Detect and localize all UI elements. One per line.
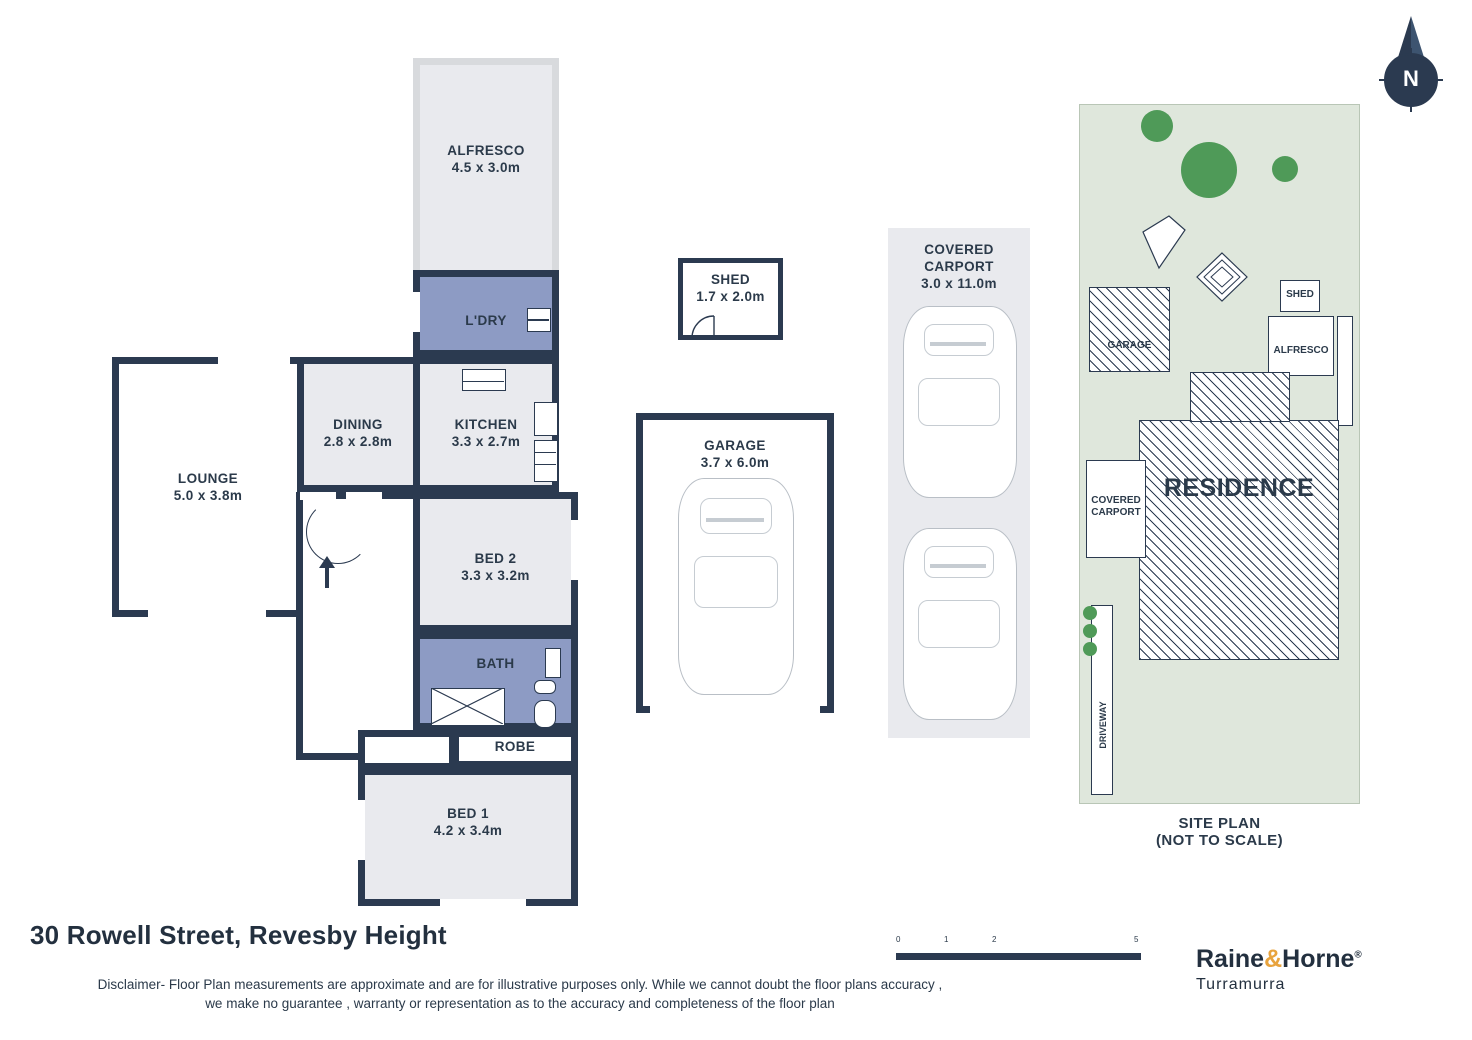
car-windshield-garage [694,556,778,608]
room-robe-name: ROBE [494,739,536,754]
room-bath-name: BATH [476,656,515,671]
room-garage-dim: 3.7 x 6.0m [700,455,770,470]
toilet-fitting [534,700,556,728]
room-shed-dim: 1.7 x 2.0m [696,289,765,304]
cooktop-line [462,381,504,382]
site-covered-carport-label-1: COVERED [1091,495,1141,506]
room-kitchen-dim: 3.3 x 2.7m [451,434,521,449]
bed1-window-bottom [440,899,526,906]
room-lounge-label [112,470,304,504]
car-rear-window-garage [700,498,772,534]
shrub-icon-2 [1083,624,1097,638]
scale-bar [896,935,1141,963]
room-bed1-label [358,805,578,839]
room-garage-name: GARAGE [704,438,766,453]
room-alfresco-name: ALFRESCO [447,143,525,158]
room-dining-dim: 2.8 x 2.8m [323,434,393,449]
site-plan-title [1079,815,1360,849]
basin-fitting [534,680,556,694]
agency-name-part2: Horne [1282,945,1355,973]
disclaimer-line-1: Disclaimer- Floor Plan measurements are approximate and are for illustrative purposes only. While we cannot doubt the floor plans accuracy , [97,977,943,992]
room-robe-label [452,738,578,755]
agency-registered-mark: ® [1354,949,1362,961]
car-roofline-carport-1 [930,342,986,346]
scale-tick-1: 1 [944,935,949,944]
hall-gap-left [300,492,336,500]
site-alfresco-label: ALFRESCO [1273,345,1329,356]
compass-icon [1368,14,1454,124]
entry-door-swing [306,500,370,564]
tree-icon-2 [1181,142,1237,198]
bath-tub-cross-icon [431,688,503,724]
car-windshield-carport-2 [918,600,1000,648]
paved-area-icon [1139,214,1189,270]
room-kitchen-name: KITCHEN [454,417,518,432]
carport-label [888,241,1030,292]
room-ldry-name: L'DRY [465,313,507,328]
site-residence [1139,420,1339,660]
site-covered-carport-label-2: CARPORT [1091,507,1141,518]
room-shed-name: SHED [710,272,751,287]
room-bath-label [413,655,578,672]
carport-name-line2: CARPORT [924,259,994,274]
room-bed2-label [413,550,578,584]
hall-gap-right [346,492,382,500]
scale-bar-line [896,953,1141,960]
site-plan-title-line1: SITE PLAN [1178,815,1261,832]
room-bed1-dim: 4.2 x 3.4m [433,823,503,838]
agency-office: Turramurra [1196,976,1286,993]
shrub-icon-3 [1083,642,1097,656]
car-rear-window-carport-1 [924,324,994,356]
sink-line-2 [534,464,556,465]
site-driveway-label: DRIVEWAY [1098,701,1108,749]
room-alfresco-dim: 4.5 x 3.0m [451,160,521,175]
entry-arrow-icon [318,556,336,588]
room-bed2-dim: 3.3 x 3.2m [461,568,530,583]
car-rear-window-carport-2 [924,546,994,578]
cooktop-fitting [462,369,506,391]
disclaimer [0,975,1040,1013]
room-kitchen-label [413,416,559,450]
scale-tick-2: 2 [992,935,997,944]
site-residence-label: RESIDENCE [1163,474,1315,502]
agency-ampersand: & [1264,945,1283,973]
site-alfresco-battens [1337,316,1353,426]
pergola-icon [1196,252,1248,302]
site-plan-title-line2: (NOT TO SCALE) [1156,832,1283,849]
site-garage-label: GARAGE [1107,340,1152,351]
carport-dim: 3.0 x 11.0m [921,276,997,291]
shed-door-swing-icon [690,314,734,340]
room-garage-label [636,437,834,471]
tree-icon-3 [1272,156,1298,182]
room-dining-name: DINING [333,417,383,432]
agency-name-part1: Raine [1196,945,1265,973]
site-garage [1089,287,1170,372]
disclaimer-line-2: we make no guarantee , warranty or representation as to the accuracy and completeness of the floor plan [205,996,835,1011]
hall-stub [358,730,456,770]
car-windshield-carport-1 [918,378,1000,426]
room-lounge-name: LOUNGE [177,471,239,486]
shrub-icon-1 [1083,606,1097,620]
room-lounge-dim: 5.0 x 3.8m [173,488,243,503]
scale-tick-0: 0 [896,935,901,944]
sink-line-1 [534,452,556,453]
room-ldry-label [413,312,559,329]
property-address: 30 Rowell Street, Revesby Height [30,920,447,950]
car-roofline-carport-2 [930,564,986,568]
room-dining-label [286,416,430,450]
lounge-window-top [218,357,290,364]
room-bed2-name: BED 2 [474,551,517,566]
agency-name [1196,945,1362,974]
car-roofline-garage [706,518,764,522]
site-shed-label: SHED [1286,289,1314,300]
garage-door-opening [650,706,820,713]
lounge-window-bottom [148,610,266,617]
tree-icon-1 [1141,110,1173,142]
site-residence-wing [1190,372,1290,422]
room-alfresco-label [413,142,559,176]
scale-tick-5: 5 [1134,935,1139,944]
compass-north-letter: N [1403,66,1419,91]
room-shed-label [678,271,783,305]
carport-name-line1: COVERED [924,242,994,257]
room-bed1-name: BED 1 [447,806,489,821]
agency-branding [1196,945,1362,994]
